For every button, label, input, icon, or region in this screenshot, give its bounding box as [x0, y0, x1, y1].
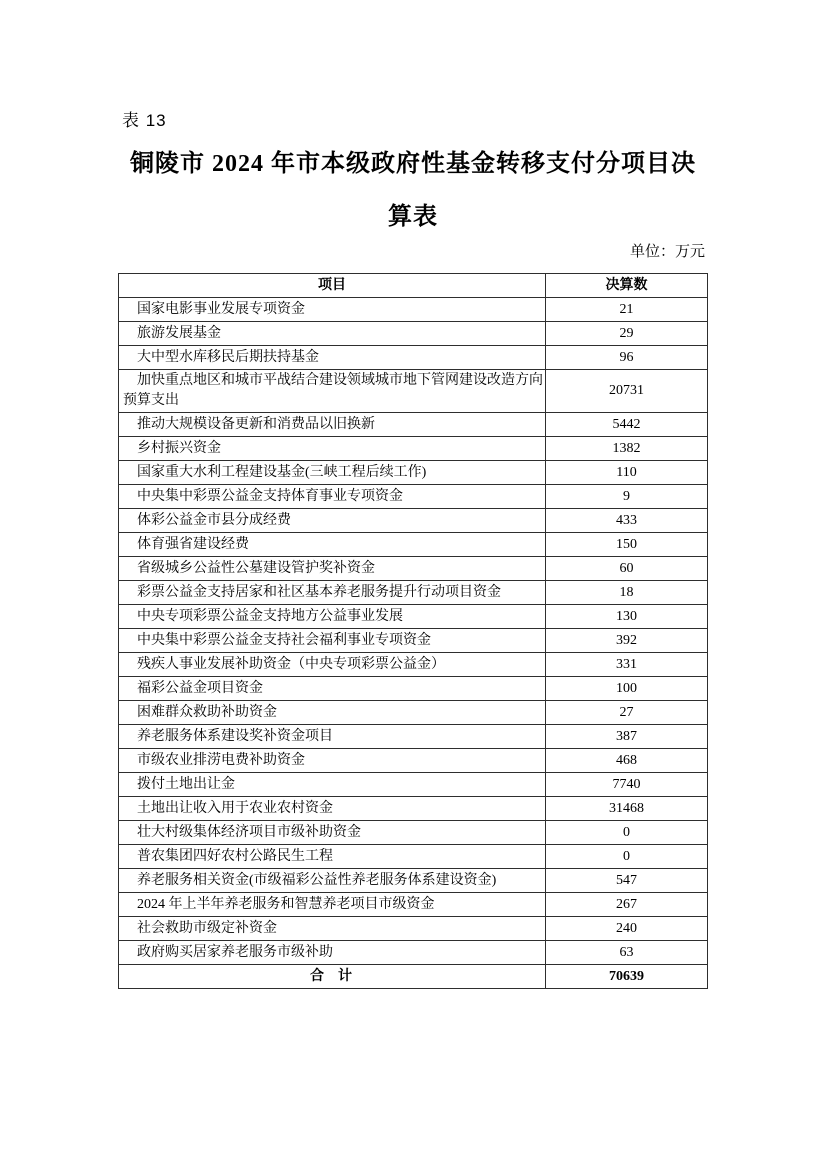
item-cell: 大中型水库移民后期扶持基金: [119, 346, 546, 370]
item-cell: 土地出让收入用于农业农村资金: [119, 797, 546, 821]
table-row: [119, 917, 708, 941]
document-title-line2: 算表: [388, 204, 438, 230]
total-value-cell: 70639: [546, 965, 708, 989]
item-cell: 拨付土地出让金: [119, 773, 546, 797]
value-cell: 100: [546, 677, 708, 701]
table-row: [119, 322, 708, 346]
value-cell: 96: [546, 346, 708, 370]
table-row: [119, 581, 708, 605]
table-row: [119, 701, 708, 725]
header-row: [119, 274, 708, 298]
table-row: [119, 893, 708, 917]
value-cell: 7740: [546, 773, 708, 797]
value-cell: 110: [546, 461, 708, 485]
table-row: [119, 461, 708, 485]
value-cell: 60: [546, 557, 708, 581]
value-cell: 547: [546, 869, 708, 893]
table-row: [119, 557, 708, 581]
item-cell: 政府购买居家养老服务市级补助: [119, 941, 546, 965]
item-cell: 体彩公益金市县分成经费: [119, 509, 546, 533]
total-label-cell: 合 计: [119, 965, 546, 989]
value-cell: 9: [546, 485, 708, 509]
item-cell: 中央集中彩票公益金支持体育事业专项资金: [119, 485, 546, 509]
value-cell: 63: [546, 941, 708, 965]
table-row: [119, 797, 708, 821]
table-row: [119, 485, 708, 509]
table-row: [119, 346, 708, 370]
value-cell: 29: [546, 322, 708, 346]
value-cell: 267: [546, 893, 708, 917]
header-cell-value: 决算数: [546, 274, 708, 298]
item-cell: 国家电影事业发展专项资金: [119, 298, 546, 322]
value-cell: 0: [546, 821, 708, 845]
header-cell-item: 项目: [119, 274, 546, 298]
value-cell: 433: [546, 509, 708, 533]
table-row: [119, 677, 708, 701]
item-cell: 乡村振兴资金: [119, 437, 546, 461]
table-row: [119, 773, 708, 797]
table-number-label: 表 13: [122, 111, 167, 130]
item-cell: 社会救助市级定补资金: [119, 917, 546, 941]
table-row: [119, 413, 708, 437]
document-title: [60, 138, 766, 244]
value-cell: 31468: [546, 797, 708, 821]
item-cell: 困难群众救助补助资金: [119, 701, 546, 725]
item-cell: 彩票公益金支持居家和社区基本养老服务提升行动项目资金: [119, 581, 546, 605]
table-row: [119, 749, 708, 773]
budget-table: [118, 273, 708, 989]
table-row: [119, 605, 708, 629]
table-row: [119, 653, 708, 677]
table-row: [119, 725, 708, 749]
item-cell: 省级城乡公益性公墓建设管护奖补资金: [119, 557, 546, 581]
value-cell: 468: [546, 749, 708, 773]
value-cell: 331: [546, 653, 708, 677]
item-cell: 普农集团四好农村公路民生工程: [119, 845, 546, 869]
item-cell: 市级农业排涝电费补助资金: [119, 749, 546, 773]
item-cell: 中央集中彩票公益金支持社会福利事业专项资金: [119, 629, 546, 653]
item-cell: 福彩公益金项目资金: [119, 677, 546, 701]
table-row: [119, 298, 708, 322]
item-cell: 2024 年上半年养老服务和智慧养老项目市级资金: [119, 893, 546, 917]
item-cell: 国家重大水利工程建设基金(三峡工程后续工作): [119, 461, 546, 485]
value-cell: 1382: [546, 437, 708, 461]
total-row: [119, 965, 708, 989]
value-cell: 130: [546, 605, 708, 629]
table-row: [119, 509, 708, 533]
table-row: [119, 533, 708, 557]
table-footer: [119, 965, 708, 989]
item-cell: 推动大规模设备更新和消费品以旧换新: [119, 413, 546, 437]
item-cell: 壮大村级集体经济项目市级补助资金: [119, 821, 546, 845]
value-cell: 27: [546, 701, 708, 725]
item-cell: 中央专项彩票公益金支持地方公益事业发展: [119, 605, 546, 629]
item-cell: 残疾人事业发展补助资金（中央专项彩票公益金）: [119, 653, 546, 677]
item-cell: 养老服务体系建设奖补资金项目: [119, 725, 546, 749]
value-cell: 387: [546, 725, 708, 749]
value-cell: 20731: [546, 370, 708, 413]
table-row: [119, 845, 708, 869]
item-cell: 加快重点地区和城市平战结合建设领域城市地下管网建设改造方向预算支出: [119, 370, 546, 413]
value-cell: 240: [546, 917, 708, 941]
value-cell: 21: [546, 298, 708, 322]
value-cell: 150: [546, 533, 708, 557]
table-row: [119, 370, 708, 413]
value-cell: 18: [546, 581, 708, 605]
value-cell: 0: [546, 845, 708, 869]
table-row: [119, 869, 708, 893]
document-title-line1: 铜陵市 2024 年市本级政府性基金转移支付分项目决: [130, 151, 696, 177]
value-cell: 5442: [546, 413, 708, 437]
table-row: [119, 941, 708, 965]
table-body: [119, 298, 708, 965]
table-row: [119, 437, 708, 461]
table-row: [119, 629, 708, 653]
table-row: [119, 821, 708, 845]
unit-note: 单位：万元: [629, 244, 705, 260]
table-header: [119, 274, 708, 298]
item-cell: 养老服务相关资金(市级福彩公益性养老服务体系建设资金): [119, 869, 546, 893]
item-cell: 体育强省建设经费: [119, 533, 546, 557]
value-cell: 392: [546, 629, 708, 653]
item-cell: 旅游发展基金: [119, 322, 546, 346]
